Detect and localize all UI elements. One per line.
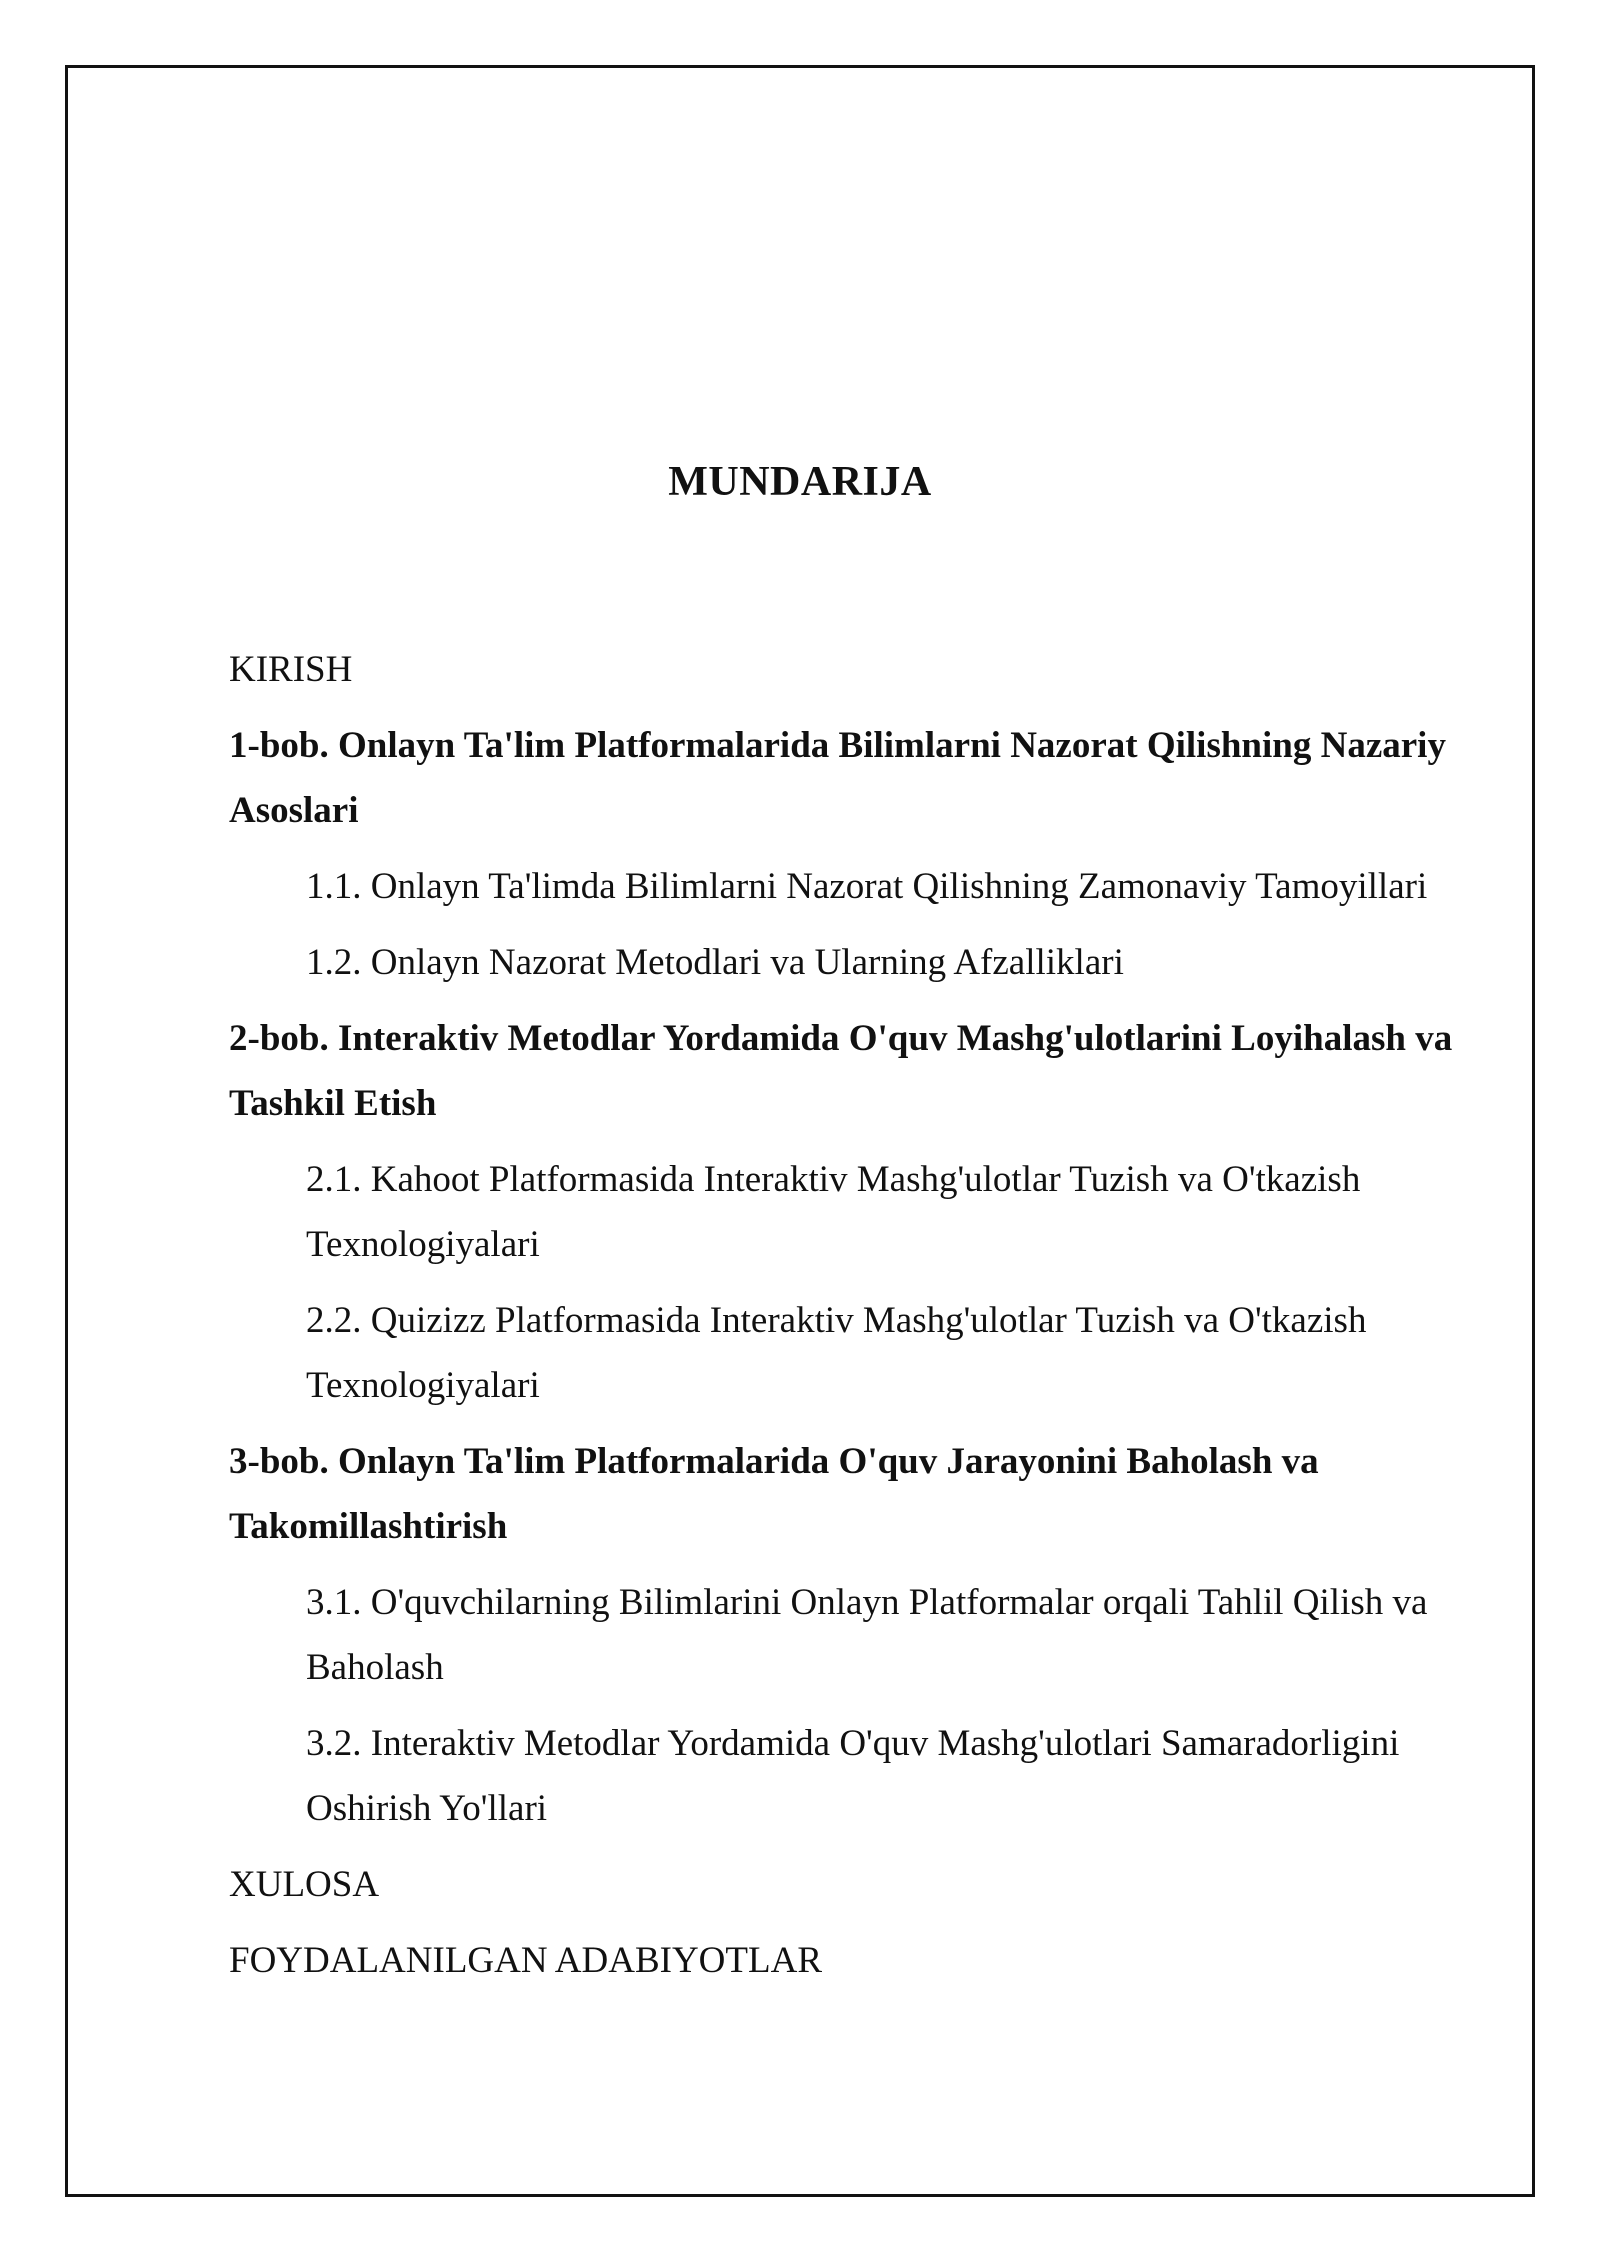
- toc-item-section-2-2[interactable]: 2.2. Quizizz Platformasida Interaktiv Mashg'ulotlar Tuzish va O'tkazish Texnologiyalari: [306, 1300, 1367, 1406]
- toc-item-section-3-1[interactable]: 3.1. O'quvchilarning Bilimlarini Onlayn Platformalar orqali Tahlil Qilish va Baholash: [306, 1582, 1428, 1688]
- table-of-contents: [229, 637, 1494, 2004]
- toc-item-chapter-3[interactable]: 3-bob. Onlayn Ta'lim Platformalarida O'quv Jarayonini Baholash va Takomillashtirish: [229, 1441, 1319, 1547]
- toc-item-chapter-1[interactable]: 1-bob. Onlayn Ta'lim Platformalarida Bilimlarni Nazorat Qilishning Nazariy Asoslari: [229, 725, 1446, 831]
- toc-item-chapter-2[interactable]: 2-bob. Interaktiv Metodlar Yordamida O'quv Mashg'ulotlarini Loyihalash va Tashkil Etish: [229, 1018, 1453, 1124]
- toc-item-intro[interactable]: KIRISH: [229, 649, 353, 690]
- toc-item-conclusion[interactable]: XULOSA: [229, 1864, 380, 1905]
- toc-item-section-1-1[interactable]: 1.1. Onlayn Ta'limda Bilimlarni Nazorat Qilishning Zamonaviy Tamoyillari: [306, 866, 1428, 907]
- toc-item-section-1-2[interactable]: 1.2. Onlayn Nazorat Metodlari va Ularning Afzalliklari: [306, 942, 1124, 983]
- toc-item-section-3-2[interactable]: 3.2. Interaktiv Metodlar Yordamida O'quv Mashg'ulotlari Samaradorligini Oshirish Yo'llari: [306, 1723, 1400, 1829]
- page-title: MUNDARIJA: [668, 459, 932, 505]
- toc-item-section-2-1[interactable]: 2.1. Kahoot Platformasida Interaktiv Mashg'ulotlar Tuzish va O'tkazish Texnologiyalari: [306, 1159, 1361, 1265]
- toc-item-references[interactable]: FOYDALANILGAN ADABIYOTLAR: [229, 1940, 822, 1981]
